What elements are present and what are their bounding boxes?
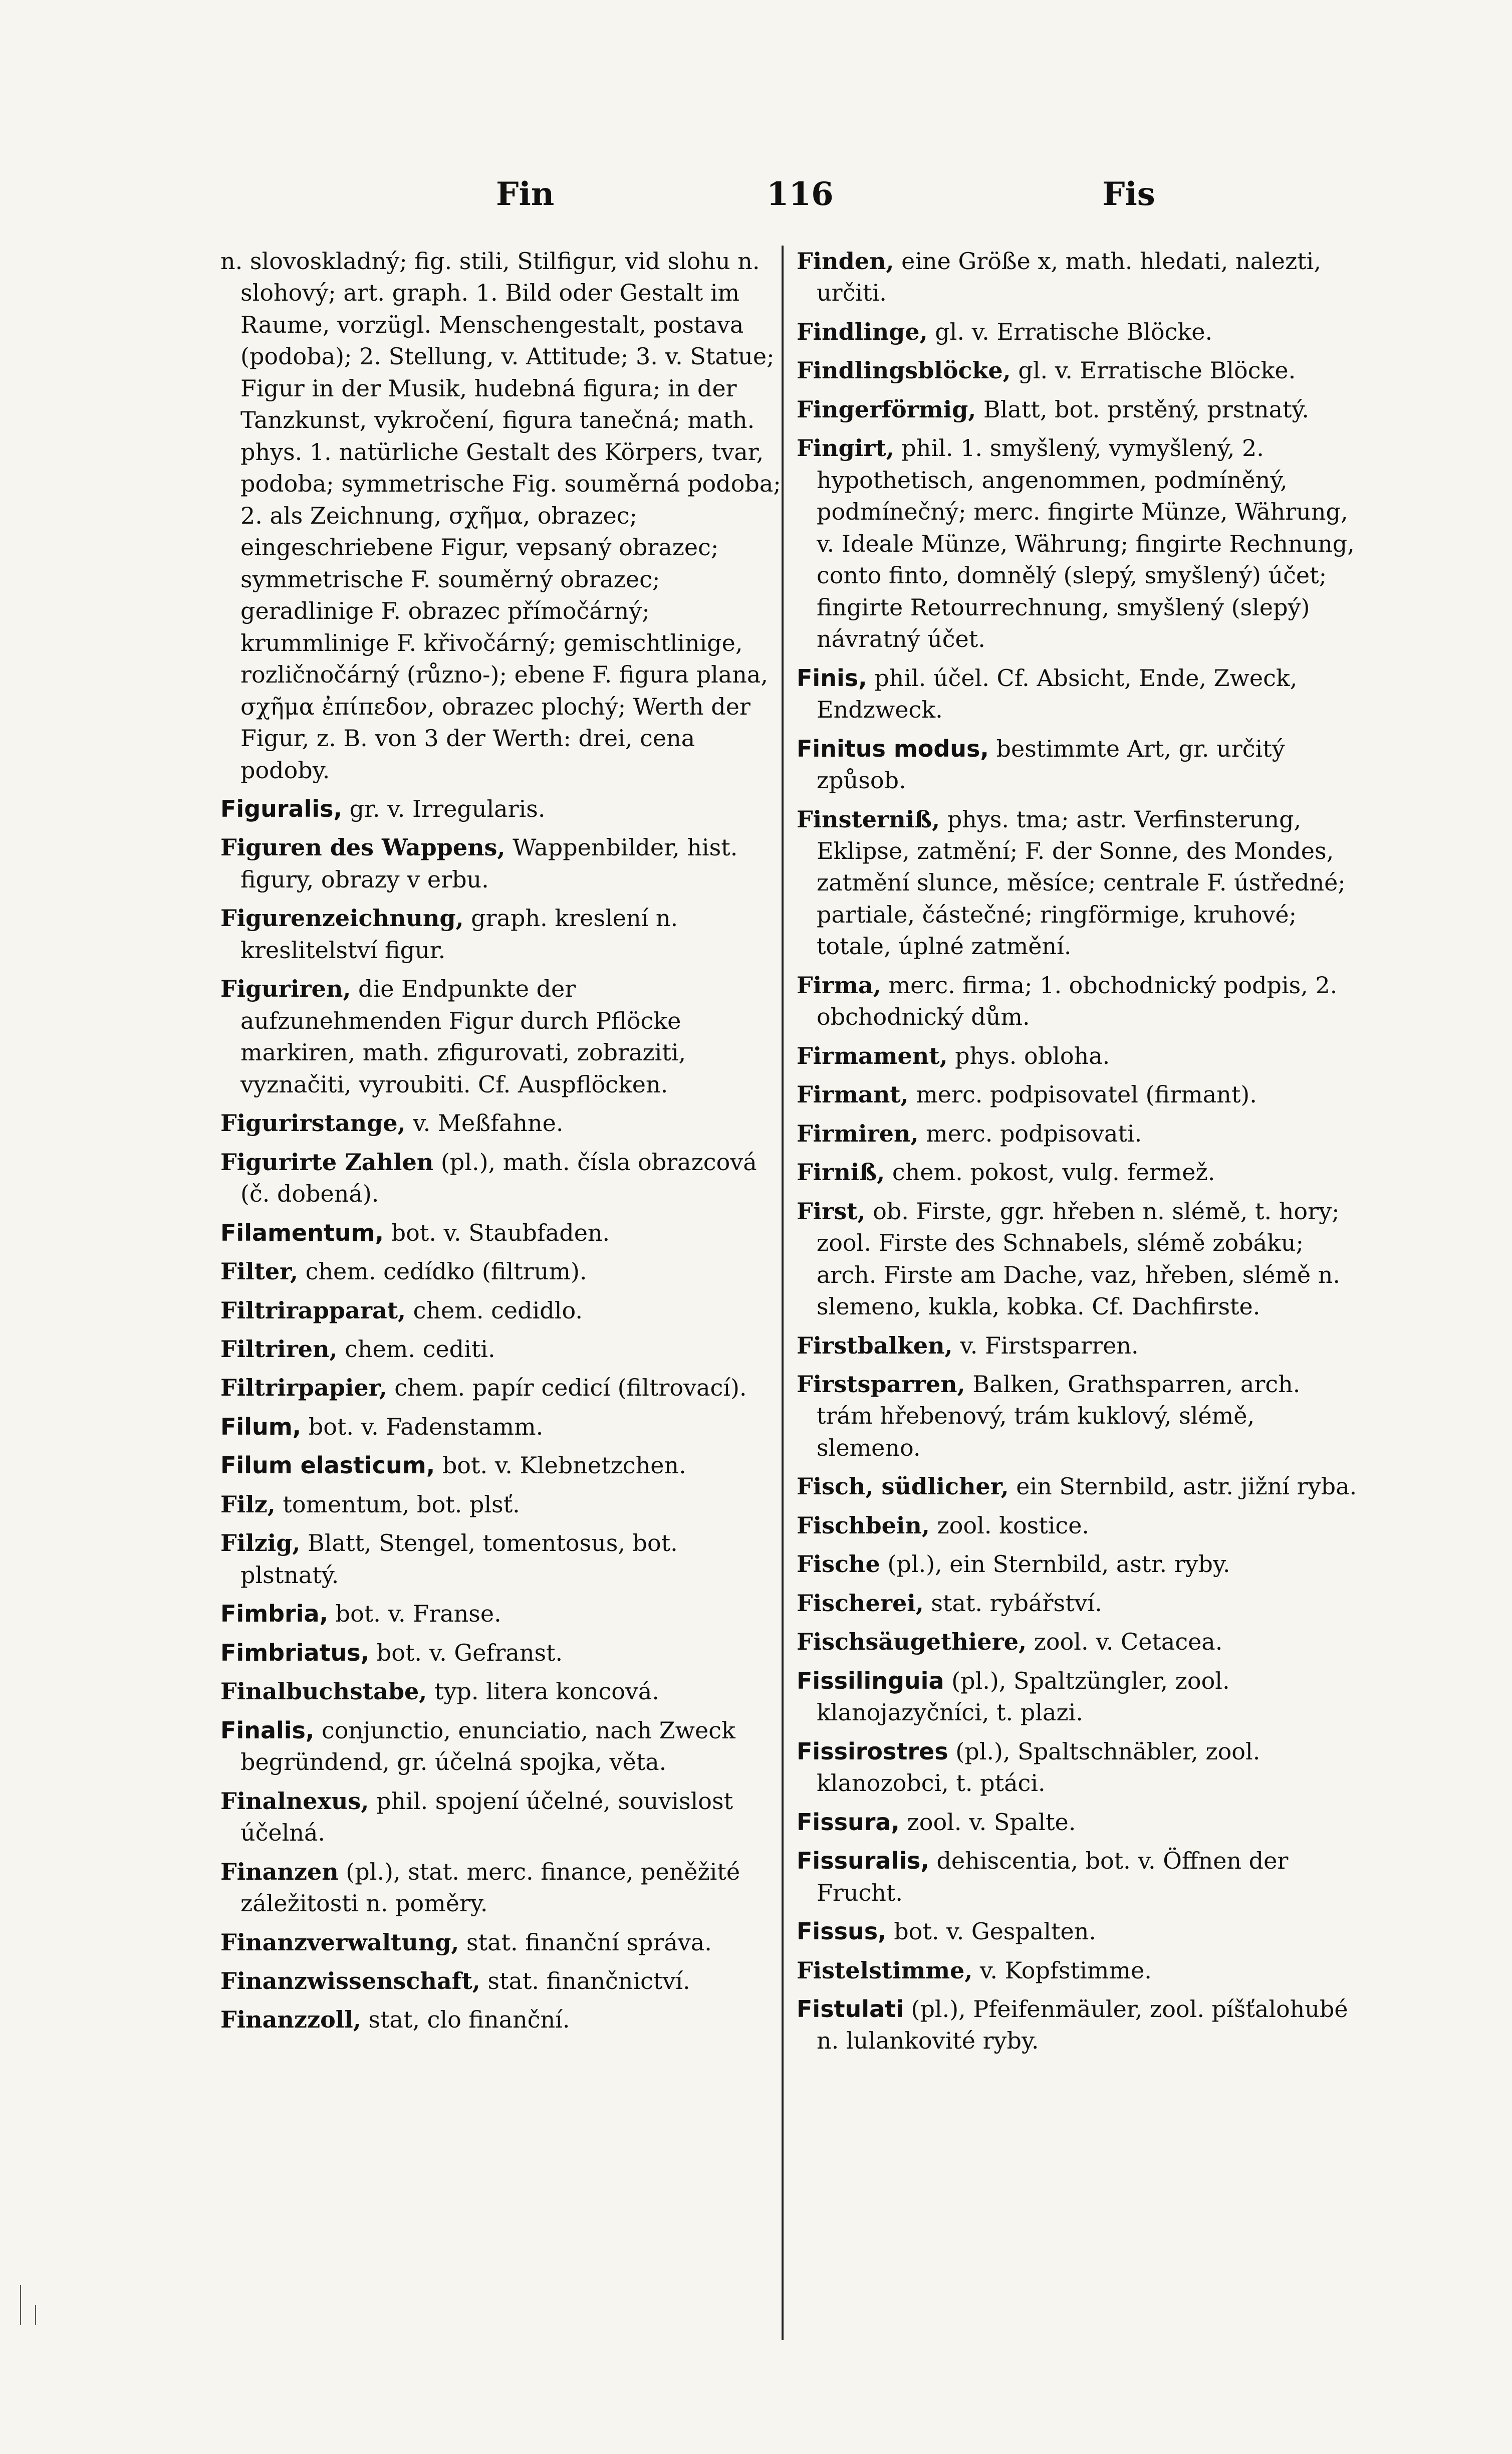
entry-headword: Finalnexus, — [220, 1787, 369, 1815]
entry-definition: die Endpunkte der aufzunehmenden Figur durch Pflöcke markiren, math. zfigurovati, zobraziti, vyznačiti, vyroubiti. Cf. Auspflöcken. — [240, 975, 686, 1098]
dictionary-entry — [797, 1471, 1358, 1502]
entry-headword: Filamentum, — [220, 1219, 384, 1246]
page-header — [200, 165, 1363, 226]
entry-headword: Fimbriatus, — [220, 1639, 370, 1666]
dictionary-entry — [220, 1295, 782, 1326]
entry-headword: Figuren des Wappens, — [220, 834, 506, 861]
dictionary-entry — [797, 1955, 1358, 1986]
dictionary-entry — [797, 1040, 1358, 1072]
entry-definition: zool. kostice. — [937, 1511, 1090, 1539]
entry-definition: stat, clo finanční. — [368, 2006, 570, 2034]
entry-headword: Firma, — [797, 971, 881, 999]
dictionary-entry — [797, 1330, 1358, 1362]
entry-definition: (pl.), Spaltzüngler, zool. klanojazyčníci, t. plazi. — [817, 1667, 1230, 1726]
entry-headword: Filum elasticum, — [220, 1452, 435, 1479]
dictionary-entry — [797, 316, 1358, 348]
entry-headword: Filtriren, — [220, 1335, 338, 1363]
entry-definition: Blatt, Stengel, tomentosus, bot. plstnatý. — [240, 1529, 678, 1589]
dictionary-entry — [220, 1676, 782, 1707]
entry-headword: Fissus, — [797, 1918, 887, 1945]
entry-headword: Finanzen — [220, 1858, 339, 1885]
entry-headword: Fischerei, — [797, 1589, 924, 1617]
entry-definition: gl. v. Erratische Blöcke. — [935, 318, 1213, 345]
entry-definition: phil. spojení účelné, souvislost účelná. — [240, 1787, 733, 1847]
dictionary-entry — [220, 1411, 782, 1443]
entry-headword: Fissilinguia — [797, 1667, 944, 1694]
entry-definition: chem. pokost, vulg. fermež. — [892, 1159, 1215, 1186]
entry-definition: zool. v. Cetacea. — [1034, 1628, 1223, 1656]
entry-definition: (pl.), Spaltschnäbler, zool. klanozobci, t. ptáci. — [817, 1737, 1261, 1797]
entry-definition: phys. tma; astr. Verfinsterung, Eklipse, zatmění; F. der Sonne, des Mondes, zatmění slunce, měsíce; centrale F. ústředné; partiale, částečné; ringförmige, kruhové; totale, úplné zatmění. — [817, 805, 1346, 960]
dictionary-entry — [797, 1588, 1358, 1619]
entry-definition: conjunctio, enunciatio, nach Zweck begründend, gr. účelná spojka, věta. — [240, 1716, 735, 1776]
scan-mark — [20, 2285, 21, 2325]
entry-headword: Finden, — [797, 248, 894, 275]
left-column — [220, 246, 782, 2043]
entry-definition: Wappenbilder, hist. figury, obrazy v erbu. — [240, 834, 738, 893]
entry-definition: bot. v. Klebnetzchen. — [442, 1452, 686, 1479]
dictionary-entry — [797, 1510, 1358, 1541]
dictionary-entry — [797, 1993, 1358, 2057]
dictionary-entry — [797, 1157, 1358, 1188]
dictionary-entry — [220, 793, 782, 825]
entry-definition: chem. cedídko (filtrum). — [305, 1258, 587, 1285]
entry-definition: bot. v. Gefranst. — [376, 1639, 563, 1666]
entry-headword: Finanzwissenschaft, — [220, 1967, 480, 1994]
entry-headword: Firmament, — [797, 1042, 948, 1069]
entry-definition: chem. papír cedicí (filtrovací). — [394, 1374, 747, 1402]
entry-headword: Fimbria, — [220, 1600, 329, 1628]
header-right-guideword: Fis — [1102, 175, 1155, 213]
dictionary-entry — [220, 1489, 782, 1520]
entry-headword: Figurirte Zahlen — [220, 1148, 434, 1176]
dictionary-entry — [797, 1916, 1358, 1947]
dictionary-entry — [220, 1527, 782, 1591]
dictionary-entry — [220, 1372, 782, 1404]
entry-headword: Fissuralis, — [797, 1847, 929, 1875]
entry-definition: (pl.), ein Sternbild, astr. ryby. — [887, 1550, 1230, 1578]
dictionary-entry — [797, 1079, 1358, 1110]
entry-headword: First, — [797, 1197, 866, 1225]
dictionary-entry — [220, 1927, 782, 1958]
dictionary-entry — [220, 1256, 782, 1287]
entry-headword: Figurirstange, — [220, 1109, 406, 1137]
entry-headword: Fingerförmig, — [797, 395, 976, 423]
entry-definition: merc. podpisovatel (firmant). — [916, 1081, 1257, 1108]
entry-headword: Findlinge, — [797, 318, 928, 345]
dictionary-entry — [220, 973, 782, 1100]
dictionary-entry — [220, 1598, 782, 1630]
dictionary-entry — [220, 246, 782, 786]
dictionary-entry — [220, 1965, 782, 1997]
dictionary-entry — [797, 1665, 1358, 1729]
entry-headword: Figuriren, — [220, 975, 351, 1003]
entry-definition: dehiscentia, bot. v. Öffnen der Frucht. — [817, 1847, 1289, 1906]
entry-headword: Fistulati — [797, 1995, 904, 2023]
entry-definition: bot. v. Gespalten. — [894, 1918, 1096, 1945]
dictionary-entry — [797, 394, 1358, 425]
entry-definition: zool. v. Spalte. — [907, 1808, 1076, 1836]
entry-definition: Blatt, bot. prstěný, prstnatý. — [983, 395, 1309, 423]
dictionary-entry — [220, 1450, 782, 1481]
entry-definition: stat. finanční správa. — [466, 1928, 712, 1956]
entry-headword: Fische — [797, 1550, 880, 1578]
dictionary-entry — [797, 1626, 1358, 1658]
entry-headword: Fisch, südlicher, — [797, 1473, 1009, 1500]
entry-headword: Figurenzeichnung, — [220, 905, 464, 932]
dictionary-entry — [220, 1107, 782, 1139]
entry-definition: typ. litera koncová. — [434, 1678, 659, 1705]
entry-definition: graph. kreslení n. kreslitelství figur. — [240, 905, 678, 964]
entry-definition: (pl.), math. čísla obrazcová (č. dobená). — [240, 1148, 757, 1208]
entry-headword: Finanzverwaltung, — [220, 1928, 459, 1956]
entry-headword: Fischbein, — [797, 1511, 930, 1539]
dictionary-entry — [797, 1196, 1358, 1323]
entry-definition: tomentum, bot. plsť. — [283, 1490, 520, 1518]
dictionary-entry — [220, 1786, 782, 1849]
entry-headword: Filter, — [220, 1258, 299, 1285]
entry-definition: stat. finančnictví. — [487, 1967, 690, 1994]
entry-definition: phil. účel. Cf. Absicht, Ende, Zweck, Endzweck. — [817, 664, 1298, 724]
entry-headword: Filtrirapparat, — [220, 1296, 406, 1324]
dictionary-entry — [797, 1845, 1358, 1909]
dictionary-entry — [220, 1715, 782, 1778]
scan-mark — [35, 2305, 36, 2325]
entry-headword: Fissirostres — [797, 1737, 948, 1765]
dictionary-entry — [797, 1736, 1358, 1800]
dictionary-entry — [220, 2004, 782, 2036]
entry-headword: Finalis, — [220, 1716, 315, 1744]
entry-headword: Firmiren, — [797, 1120, 919, 1147]
entry-headword: Filzig, — [220, 1529, 301, 1557]
entry-headword: Finsterniß, — [797, 805, 940, 833]
dictionary-entry — [797, 1118, 1358, 1150]
dictionary-entry — [220, 1637, 782, 1669]
page-number: 116 — [767, 175, 834, 213]
entry-definition: bot. v. Fadenstamm. — [308, 1413, 544, 1440]
right-column — [797, 246, 1358, 2064]
entry-headword: Fistelstimme, — [797, 1956, 973, 1984]
entry-definition: chem. cediti. — [345, 1335, 495, 1363]
entry-definition: Balken, Grathsparren, arch. trám hřebenový, trám kuklový, slémě, slemeno. — [817, 1371, 1301, 1461]
entry-headword: Fingirt, — [797, 434, 894, 462]
dictionary-entry — [797, 1369, 1358, 1464]
entry-headword: Firstsparren, — [797, 1371, 965, 1398]
entry-headword: Filum, — [220, 1413, 302, 1440]
entry-definition: n. slovoskladný; fig. stili, Stilfigur, vid slohu n. slohový; art. graph. 1. Bild oder Gestalt im Raume, vorzügl. Menschengestalt, postava (podoba); 2. Stellung, v. Attitude; 3. v. Statue; Figur in der Musik, hudebná figura; in der Tanzkunst, vykročení, figura tanečná; math. phys. 1. natürliche Gestalt des Körpers, tvar, podoba; symmetrische Fig. souměrná podoba; 2. als Zeichnung, σχῆμα, obrazec; eingeschriebene Figur, vepsaný obrazec; symmetrische F. souměrný obrazec; geradlinige F. obrazec přímočárný; krummlinige F. křivočárný; gemischtlinige, rozličnočárný (různo-); ebene F. figura plana, σχῆμα ἐπίπεδον, obrazec plochý; Werth der Figur, z. B. von 3 der Werth: drei, cena podoby. — [220, 248, 781, 784]
entry-definition: stat. rybářství. — [931, 1589, 1102, 1617]
entry-headword: Finitus modus, — [797, 735, 989, 762]
entry-definition: ein Sternbild, astr. jižní ryba. — [1016, 1473, 1357, 1500]
dictionary-entry — [797, 804, 1358, 963]
dictionary-entry — [220, 1856, 782, 1920]
entry-definition: phil. 1. smyšlený, vymyšlený, 2. hypothetisch, angenommen, podmíněný, podmínečný; merc. fingirte Münze, Währung, v. Ideale Münze, Währung; fingirte Rechnung, conto finto, domnělý (slepý, smyšlený) účet; fingirte Retourrechnung, smyšlený (slepý) návratný účet. — [817, 434, 1355, 653]
entry-headword: Firstbalken, — [797, 1331, 953, 1359]
entry-headword: Finanzzoll, — [220, 2006, 361, 2034]
dictionary-entry — [797, 355, 1358, 386]
entry-definition: (pl.), Pfeifenmäuler, zool. píšťalohubé n. lulankovité ryby. — [817, 1995, 1348, 2055]
entry-definition: merc. firma; 1. obchodnický podpis, 2. obchodnický dům. — [817, 971, 1338, 1031]
entry-headword: Figuralis, — [220, 795, 342, 822]
entry-headword: Filz, — [220, 1490, 276, 1518]
dictionary-entry — [797, 1548, 1358, 1580]
entry-definition: eine Größe x, math. hledati, nalezti, určiti. — [817, 248, 1321, 307]
entry-definition: v. Firstsparren. — [960, 1331, 1139, 1359]
entry-definition: v. Kopfstimme. — [979, 1956, 1152, 1984]
entry-headword: Fischsäugethiere, — [797, 1628, 1027, 1656]
dictionary-entry — [797, 432, 1358, 655]
entry-headword: Firniß, — [797, 1159, 885, 1186]
entry-definition: gl. v. Erratische Blöcke. — [1018, 357, 1296, 384]
entry-definition: (pl.), stat. merc. finance, peněžité záležitosti n. poměry. — [240, 1858, 740, 1917]
entry-definition: bot. v. Franse. — [335, 1600, 501, 1628]
entry-headword: Finis, — [797, 664, 867, 692]
dictionary-entry — [797, 662, 1358, 726]
column-divider — [782, 246, 784, 2340]
dictionary-entry — [797, 246, 1358, 309]
dictionary-page — [200, 165, 1363, 2380]
entry-definition: chem. cedidlo. — [413, 1296, 583, 1324]
entry-headword: Finalbuchstabe, — [220, 1678, 427, 1705]
entry-headword: Filtrirpapier, — [220, 1374, 387, 1402]
dictionary-entry — [220, 903, 782, 966]
dictionary-entry — [797, 1807, 1358, 1838]
dictionary-entry — [797, 733, 1358, 797]
dictionary-entry — [220, 832, 782, 896]
entry-definition: bestimmte Art, gr. určitý způsob. — [817, 735, 1285, 794]
entry-definition: phys. obloha. — [955, 1042, 1110, 1069]
entry-definition: bot. v. Staubfaden. — [391, 1219, 610, 1246]
entry-headword: Firmant, — [797, 1081, 909, 1108]
dictionary-entry — [220, 1147, 782, 1210]
entry-definition: merc. podpisovati. — [926, 1120, 1142, 1147]
dictionary-entry — [797, 970, 1358, 1033]
entry-headword: Fissura, — [797, 1808, 900, 1836]
header-left-guideword: Fin — [496, 175, 555, 213]
dictionary-entry — [220, 1217, 782, 1249]
dictionary-entry — [220, 1333, 782, 1365]
entry-definition: v. Meßfahne. — [413, 1109, 564, 1137]
entry-definition: ob. Firste, ggr. hřeben n. slémě, t. hory; zool. Firste des Schnabels, slémě zobáku; arch. Firste am Dache, vaz, hřeben, slémě n. slemeno, kukla, kobka. Cf. Dachfirste. — [817, 1197, 1340, 1320]
entry-definition: gr. v. Irregularis. — [349, 795, 546, 822]
entry-headword: Findlingsblöcke, — [797, 357, 1011, 384]
